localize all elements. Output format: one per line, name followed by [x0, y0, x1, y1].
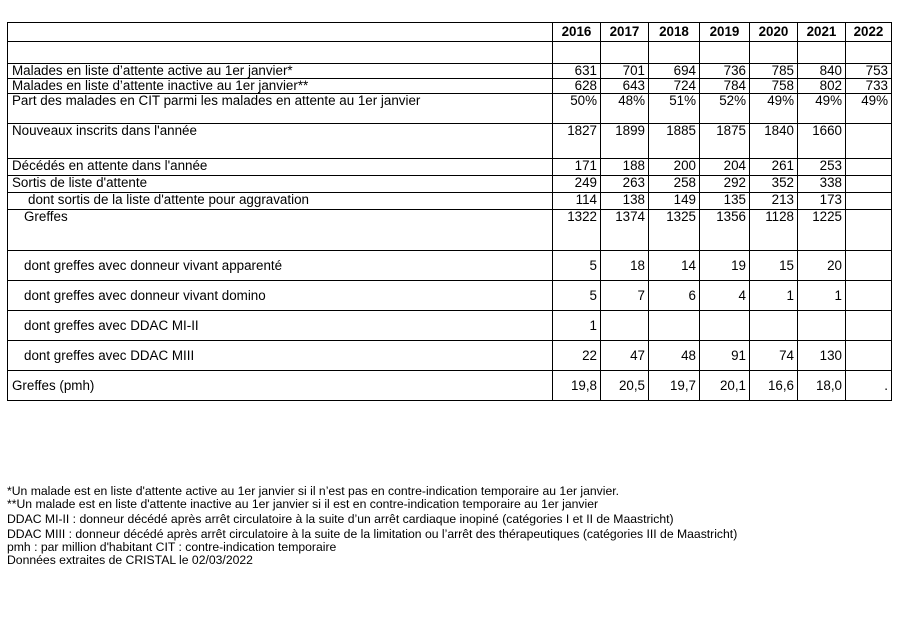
row-label: Décédés en attente dans l'année [8, 159, 553, 176]
value-cell: 1374 [601, 210, 649, 251]
value-cell: 18 [601, 251, 649, 281]
value-cell: 149 [649, 193, 700, 210]
value-cell: 130 [798, 341, 846, 371]
row-label: Malades en liste d’attente inactive au 1er janvier** [8, 79, 553, 94]
value-cell [846, 159, 892, 176]
table-row [8, 79, 892, 94]
data-table [7, 22, 892, 401]
value-cell: 5 [553, 281, 601, 311]
value-cell: 173 [798, 193, 846, 210]
value-cell [846, 311, 892, 341]
value-cell: 701 [601, 64, 649, 79]
value-cell: 1225 [798, 210, 846, 251]
value-cell: 48% [601, 94, 649, 124]
value-cell: 200 [649, 159, 700, 176]
value-cell: 49% [798, 94, 846, 124]
row-label: Sortis de liste d'attente [8, 176, 553, 193]
value-cell [846, 124, 892, 159]
value-cell: 6 [649, 281, 700, 311]
value-cell: 249 [553, 176, 601, 193]
footnote: DDAC MI-II : donneur décédé après arrêt circulatoire à la suite d’un arrêt cardiaque inopiné (catégories I et II de Maastricht) [7, 512, 674, 526]
table-row [8, 159, 892, 176]
value-cell: 724 [649, 79, 700, 94]
table-row [8, 193, 892, 210]
table-row [8, 281, 892, 311]
value-cell: 1 [553, 311, 601, 341]
row-label: Malades en liste d’attente active au 1er janvier* [8, 64, 553, 79]
footnote: Données extraites de CRISTAL le 02/03/2022 [7, 553, 253, 567]
footnote: pmh : par million d'habitant CIT : contre-indication temporaire [7, 540, 337, 554]
value-cell: 18,0 [798, 371, 846, 401]
value-cell: 338 [798, 176, 846, 193]
row-label: Greffes [8, 210, 553, 251]
value-cell: 1660 [798, 124, 846, 159]
value-cell: 1325 [649, 210, 700, 251]
footnotes [7, 485, 887, 567]
value-cell [846, 176, 892, 193]
value-cell: 1 [750, 281, 798, 311]
value-cell: 758 [750, 79, 798, 94]
value-cell: 52% [700, 94, 750, 124]
year-header: 2017 [601, 23, 649, 42]
value-cell: 1885 [649, 124, 700, 159]
header-label-cell [8, 23, 553, 42]
value-cell: 1356 [700, 210, 750, 251]
value-cell: 1827 [553, 124, 601, 159]
value-cell [846, 281, 892, 311]
value-cell [601, 311, 649, 341]
value-cell: 171 [553, 159, 601, 176]
value-cell: 1128 [750, 210, 798, 251]
year-header: 2020 [750, 23, 798, 42]
year-header: 2022 [846, 23, 892, 42]
table-row [8, 210, 892, 251]
table-row [8, 371, 892, 401]
value-cell: 19,8 [553, 371, 601, 401]
value-cell: 253 [798, 159, 846, 176]
value-cell: 802 [798, 79, 846, 94]
value-cell: 753 [846, 64, 892, 79]
value-cell: 49% [750, 94, 798, 124]
row-label: Nouveaux inscrits dans l'année [8, 124, 553, 159]
value-cell: 16,6 [750, 371, 798, 401]
value-cell [846, 251, 892, 281]
value-cell: 14 [649, 251, 700, 281]
value-cell: 20,5 [601, 371, 649, 401]
footnote: *Un malade est en liste d'attente active au 1er janvier si il n’est pas en contre-indication temporaire au 1er janvier. [7, 484, 620, 498]
row-label: Greffes (pmh) [8, 371, 553, 401]
value-cell: 19 [700, 251, 750, 281]
row-label: dont greffes avec donneur vivant apparenté [8, 251, 553, 281]
value-cell: 138 [601, 193, 649, 210]
value-cell: 1899 [601, 124, 649, 159]
value-cell: 643 [601, 79, 649, 94]
value-cell [846, 210, 892, 251]
value-cell: 258 [649, 176, 700, 193]
value-cell: 785 [750, 64, 798, 79]
value-cell: 51% [649, 94, 700, 124]
value-cell: 1875 [700, 124, 750, 159]
footnote: DDAC MIII : donneur décédé après arrêt circulatoire à la suite de la limitation ou l’arrêt des thérapeutiques (catégories III de Maastricht) [7, 527, 738, 541]
value-cell: 15 [750, 251, 798, 281]
row-label: dont greffes avec donneur vivant domino [8, 281, 553, 311]
value-cell: 135 [700, 193, 750, 210]
value-cell: 628 [553, 79, 601, 94]
value-cell: 1322 [553, 210, 601, 251]
value-cell [649, 311, 700, 341]
table-row [8, 64, 892, 79]
value-cell: 114 [553, 193, 601, 210]
value-cell: 261 [750, 159, 798, 176]
table-row [8, 124, 892, 159]
value-cell [700, 311, 750, 341]
year-header: 2016 [553, 23, 601, 42]
table-row [8, 94, 892, 124]
row-label: dont greffes avec DDAC MI-II [8, 311, 553, 341]
value-cell: 4 [700, 281, 750, 311]
value-cell: 50% [553, 94, 601, 124]
value-cell: 20 [798, 251, 846, 281]
value-cell [846, 193, 892, 210]
value-cell: 840 [798, 64, 846, 79]
row-label: dont sortis de la liste d'attente pour aggravation [8, 193, 553, 210]
value-cell: 736 [700, 64, 750, 79]
value-cell: 733 [846, 79, 892, 94]
header-row [8, 23, 892, 42]
value-cell: 352 [750, 176, 798, 193]
value-cell: 22 [553, 341, 601, 371]
value-cell: 204 [700, 159, 750, 176]
value-cell: 292 [700, 176, 750, 193]
value-cell: 784 [700, 79, 750, 94]
table-row [8, 311, 892, 341]
spacer-row [8, 42, 892, 64]
value-cell: 20,1 [700, 371, 750, 401]
value-cell: 7 [601, 281, 649, 311]
value-cell: 631 [553, 64, 601, 79]
year-header: 2019 [700, 23, 750, 42]
value-cell: 5 [553, 251, 601, 281]
value-cell: 48 [649, 341, 700, 371]
value-cell: 91 [700, 341, 750, 371]
value-cell [798, 311, 846, 341]
table-row [8, 341, 892, 371]
value-cell: 19,7 [649, 371, 700, 401]
value-cell [750, 311, 798, 341]
row-label: dont greffes avec DDAC MIII [8, 341, 553, 371]
value-cell: 74 [750, 341, 798, 371]
year-header: 2018 [649, 23, 700, 42]
footnote: **Un malade est en liste d'attente inactive au 1er janvier si il est en contre-indication temporaire au 1er janvier [7, 497, 599, 511]
value-cell: 263 [601, 176, 649, 193]
table-row [8, 251, 892, 281]
value-cell: 213 [750, 193, 798, 210]
value-cell: 1840 [750, 124, 798, 159]
value-cell: 1 [798, 281, 846, 311]
table-row [8, 176, 892, 193]
year-header: 2021 [798, 23, 846, 42]
value-cell: 49% [846, 94, 892, 124]
value-cell: . [846, 371, 892, 401]
value-cell: 694 [649, 64, 700, 79]
value-cell [846, 341, 892, 371]
value-cell: 188 [601, 159, 649, 176]
value-cell: 47 [601, 341, 649, 371]
row-label: Part des malades en CIT parmi les malades en attente au 1er janvier [8, 94, 553, 124]
